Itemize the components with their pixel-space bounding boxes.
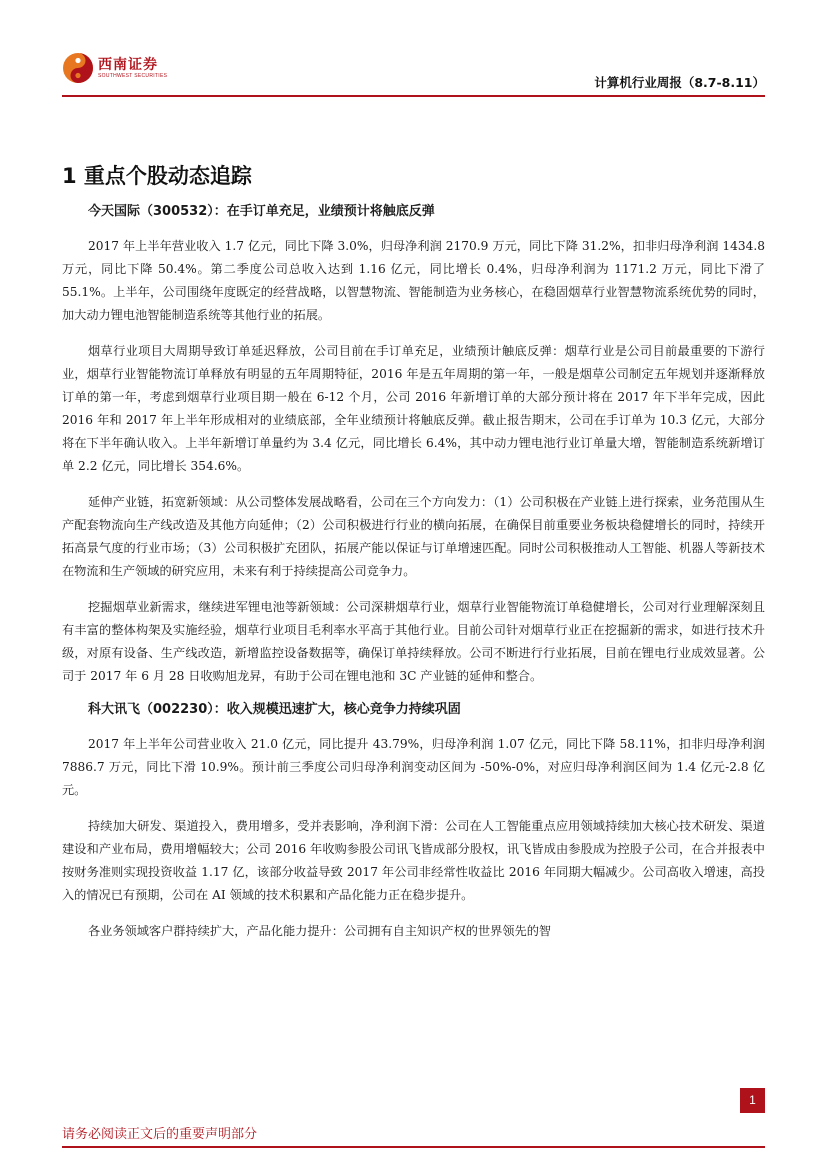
- report-title: 计算机行业周报（8.7-8.11）: [594, 75, 765, 90]
- paragraph: 2017 年上半年营业收入 1.7 亿元，同比下降 3.0%，归母净利润 2170.9 万元，同比下降 31.2%，扣非归母净利润 1434.8 万元，同比下降 50.4%。第二季度公司总收入达到 1.16 亿元，同比增长 0.4%，归母净利润为 1171.2 万元，同比下滑了 55.1%。上半年，公司围绕年度既定的经营战略，以智慧物流、智能制造为业务核心，在稳固烟草行业智慧物流系统优势的同时，加大动力锂电池智能制造系统等其他行业的拓展。: [62, 239, 765, 322]
- company-heading: 今天国际（300532）：在手订单充足，业绩预计将触底反弹: [88, 204, 435, 219]
- company-block-iflytek: [62, 701, 765, 943]
- page-number: 1: [740, 1088, 765, 1113]
- page-header: [0, 0, 827, 100]
- logo-emblem-icon: [62, 52, 94, 84]
- footer-divider: [62, 1146, 765, 1148]
- paragraph: 持续加大研发、渠道投入，费用增多，受并表影响，净利润下滑：公司在人工智能重点应用领域持续加大核心技术研发、渠道建设和产业布局，费用增幅较大；公司 2016 年收购参股公司讯飞皆成部分股权，讯飞皆成由参股成为控股子公司，在合并报表中按财务准则实现投资收益 1.17 亿，该部分收益导致 2017 年公司非经常性收益比 2016 年同期大幅减少。公司高收入增速，高投入的情况已有预期，公司在 AI 领域的技术积累和产品化能力正在稳步提升。: [62, 819, 765, 902]
- disclaimer-note: 请务必阅读正文后的重要声明部分: [62, 1127, 258, 1142]
- header-divider: [62, 95, 765, 97]
- paragraph: 挖掘烟草业新需求，继续进军锂电池等新领域：公司深耕烟草行业，烟草行业智能物流订单稳健增长，公司对行业理解深刻且有丰富的整体构架及实施经验，烟草行业项目毛利率水平高于其他行业。目前公司针对烟草行业正在挖掘新的需求，如进行技术升级，对原有设备、生产线改造，新增监控设备数据等，确保订单持续释放。公司不断进行行业拓展，目前在锂电行业成效显著。公司于 2017 年 6 月 28 日收购旭龙昇，有助于公司在锂电池和 3C 产业链的延伸和整合。: [62, 600, 765, 683]
- main-content: [62, 203, 765, 956]
- paragraph: 烟草行业项目大周期导致订单延迟释放，公司目前在手订单充足，业绩预计触底反弹：烟草行业是公司目前最重要的下游行业，烟草行业智能物流订单释放有明显的五年周期特征，2016 年是五年周期的第一年，一般是烟草公司制定五年规划并逐渐释放订单的第一年，考虑到烟草行业项目期一般在 6-12 个月，公司 2016 年新增订单的大部分预计将在 2017 年下半年完成，因此 2016 年和 2017 年上半年形成相对的业绩底部，全年业绩预计将触底反弹。截止报告期末，公司在手订单为 10.3 亿元，大部分将在下半年确认收入。上半年新增订单量约为 3.4 亿元，同比增长 6.4%，其中动力锂电池行业订单量大增，智能制造系统新增订单 2.2 亿元，同比增长 354.6%。: [62, 344, 765, 473]
- logo-english-name: SOUTHWEST SECURITIES: [98, 72, 168, 79]
- section-title: 1 重点个股动态追踪: [62, 164, 252, 188]
- paragraph: 2017 年上半年公司营业收入 21.0 亿元，同比提升 43.79%，归母净利润 1.07 亿元，同比下降 58.11%，扣非归母净利润 7886.7 万元，同比下滑 10.9%。预计前三季度公司归母净利润变动区间为 -50%-0%，对应归母净利润区间为 1.4 亿元-2.8 亿元。: [62, 737, 765, 797]
- company-heading: 科大讯飞（002230）：收入规模迅速扩大，核心竞争力持续巩固: [88, 702, 461, 717]
- logo-chinese-name: 西南证券: [98, 56, 158, 73]
- company-logo: [62, 52, 167, 84]
- company-block-jintian: [62, 203, 765, 688]
- paragraph: 各业务领域客户群持续扩大，产品化能力提升：公司拥有自主知识产权的世界领先的智: [88, 924, 552, 938]
- paragraph: 延伸产业链，拓宽新领域：从公司整体发展战略看，公司在三个方向发力：（1）公司积极在产业链上进行探索，业务范围从生产配套物流向生产线改造及其他方向延伸；（2）公司积极进行行业的横向拓展，在确保目前重要业务板块稳健增长的同时，持续开拓高景气度的行业市场；（3）公司积极扩充团队，拓展产能以保证与订单增速匹配。同时公司积极推动人工智能、机器人等新技术在物流和生产领域的研究应用，未来有利于持续提高公司竞争力。: [62, 495, 765, 578]
